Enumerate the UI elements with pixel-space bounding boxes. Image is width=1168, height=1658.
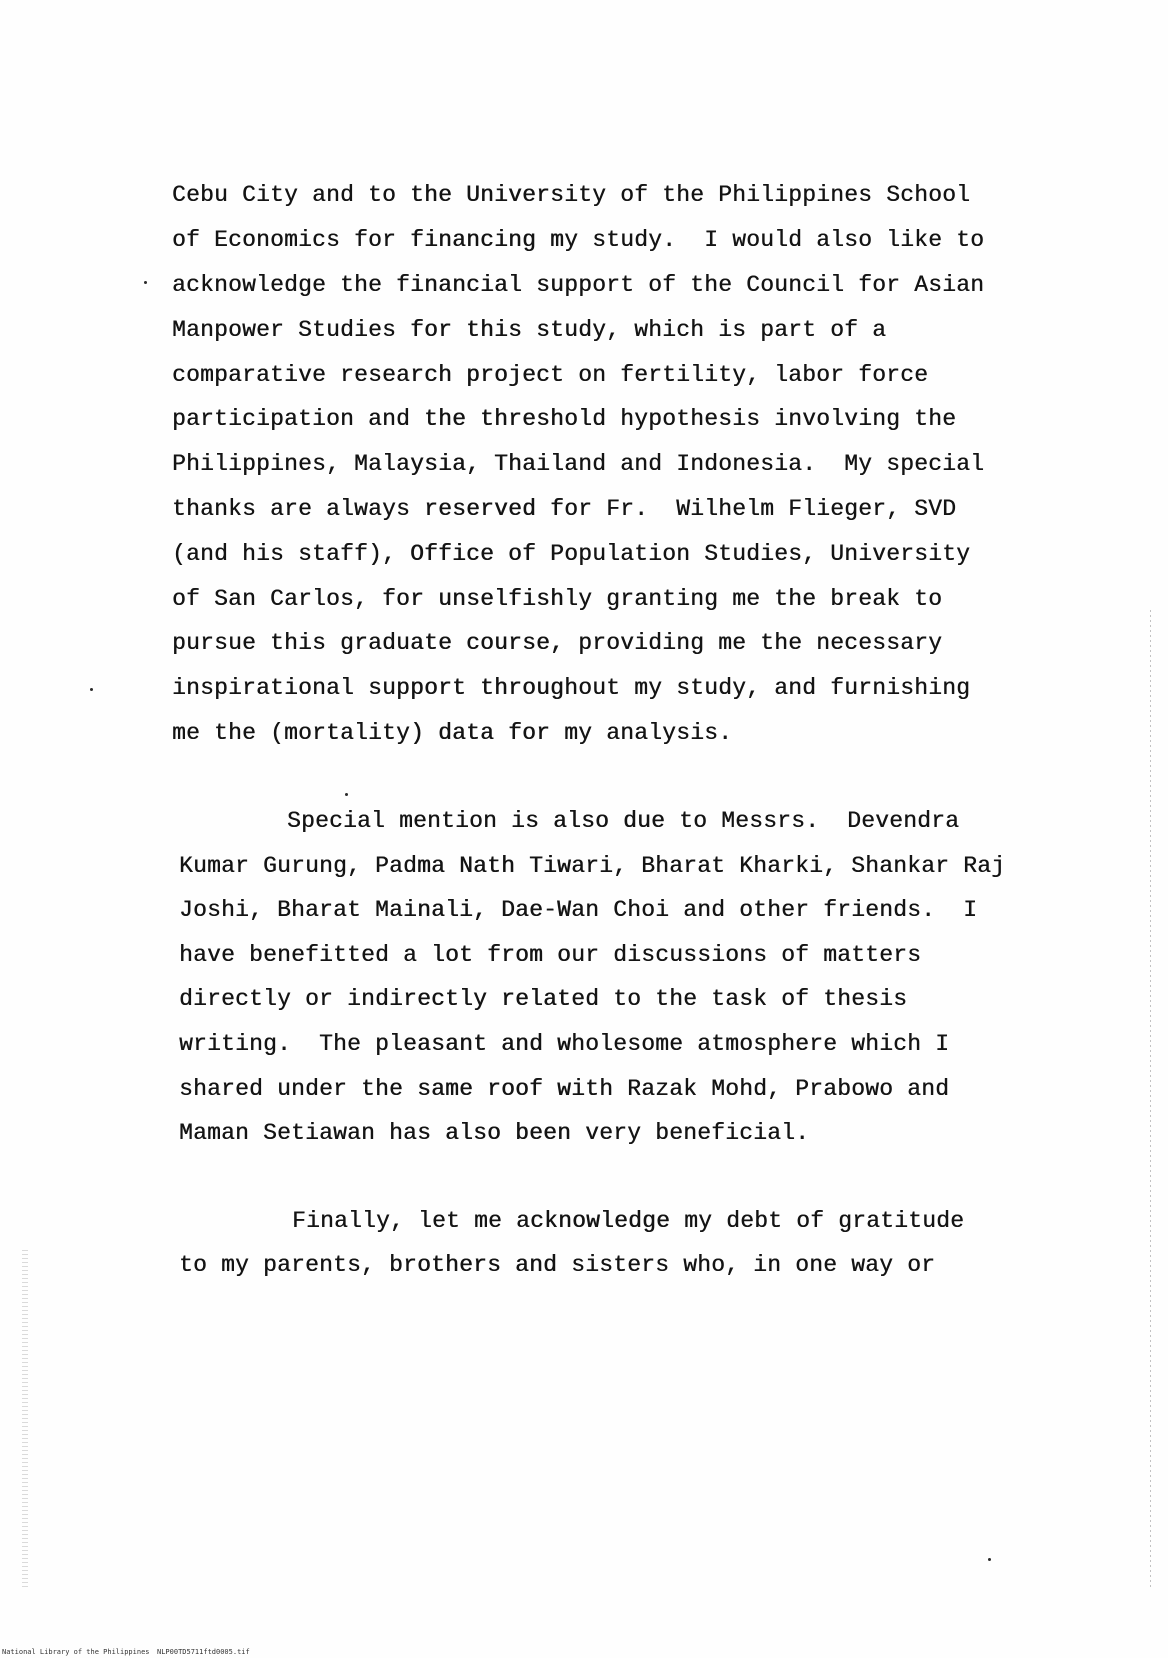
- scan-edge-left: [22, 1250, 28, 1590]
- scan-edge-right: [1150, 610, 1151, 1590]
- footer-library-name: National Library of the Philippines: [2, 1648, 150, 1656]
- paragraph-2-line: shared under the same roof with Razak Mohd, Prabowo and: [179, 1076, 950, 1102]
- paragraph-1-line: comparative research project on fertility, labor force: [172, 362, 929, 388]
- paragraph-1-line: Philippines, Malaysia, Thailand and Indonesia. My special: [172, 451, 985, 477]
- paragraph-1-line: of San Carlos, for unselfishly granting me the break to: [172, 586, 943, 612]
- paragraph-3-first-line: Finally, let me acknowledge my debt of gratitude: [292, 1208, 965, 1234]
- paragraph-2-line: writing. The pleasant and wholesome atmosphere which I: [179, 1031, 950, 1057]
- paragraph-1-line: Manpower Studies for this study, which is part of a: [172, 317, 887, 343]
- paragraph-2-first-line: Special mention is also due to Messrs. Devendra: [287, 808, 960, 834]
- paragraph-1-line: (and his staff), Office of Population Studies, University: [172, 541, 971, 567]
- scan-speck: [144, 281, 147, 284]
- scan-speck: [90, 688, 93, 691]
- paragraph-1-line: participation and the threshold hypothesis involving the: [172, 406, 957, 432]
- paragraph-1-line: thanks are always reserved for Fr. Wilhelm Flieger, SVD: [172, 496, 957, 522]
- paragraph-1-line: inspirational support throughout my study, and furnishing: [172, 675, 971, 701]
- scan-speck: [988, 1558, 991, 1561]
- paragraph-1-line: me the (mortality) data for my analysis.: [172, 720, 733, 746]
- paragraph-2-line: Maman Setiawan has also been very beneficial.: [179, 1120, 810, 1146]
- paragraph-1-line: of Economics for financing my study. I would also like to: [172, 227, 985, 253]
- paragraph-2-line: have benefitted a lot from our discussions of matters: [179, 942, 922, 968]
- paragraph-3-line: to my parents, brothers and sisters who, in one way or: [179, 1252, 936, 1278]
- paragraph-1-line: pursue this graduate course, providing me the necessary: [172, 630, 943, 656]
- footer-file-id: NLP00TD5711ftd0005.tif: [157, 1648, 250, 1656]
- paragraph-1-line: acknowledge the financial support of the Council for Asian: [172, 272, 985, 298]
- paragraph-1-line: Cebu City and to the University of the Philippines School: [172, 182, 971, 208]
- paragraph-2-line: Joshi, Bharat Mainali, Dae-Wan Choi and other friends. I: [179, 897, 978, 923]
- paragraph-2-line: directly or indirectly related to the task of thesis: [179, 986, 908, 1012]
- scan-speck: [345, 793, 348, 796]
- paragraph-2-line: Kumar Gurung, Padma Nath Tiwari, Bharat Kharki, Shankar Raj: [179, 853, 1006, 879]
